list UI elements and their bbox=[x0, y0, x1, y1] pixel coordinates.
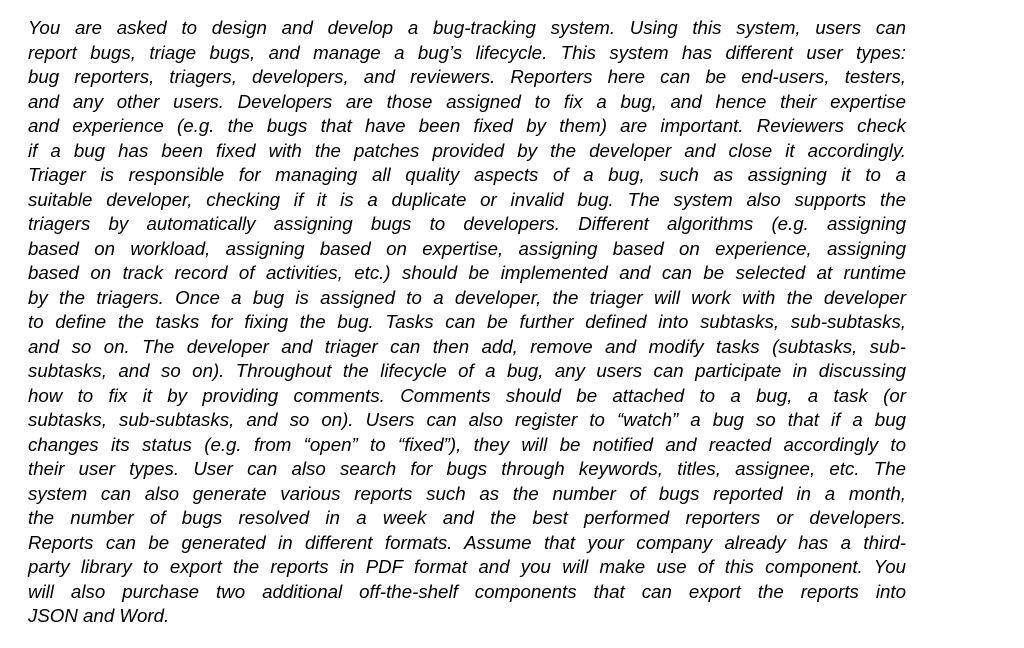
paragraph-line: if a bug has been fixed with the patches provided by the developer and close it accordingly. bbox=[28, 139, 906, 161]
paragraph-line: the number of bugs resolved in a week and the best performed reporters or developers. bbox=[28, 507, 906, 528]
paragraph-line: triagers by automatically assigning bugs to developers. Different algorithms (e.g. assigning bbox=[28, 213, 906, 234]
paragraph-line: system can also generate various reports such as the number of bugs reported in a month, bbox=[28, 482, 906, 504]
paragraph-line: JSON and Word. bbox=[28, 605, 170, 626]
paragraph-line: subtasks, sub-subtasks, and so on). Users can also register to “watch” a bug so that if a bug bbox=[28, 409, 906, 430]
paragraph-line: Triager is responsible for managing all quality aspects of a bug, such as assigning it to a bbox=[28, 164, 906, 185]
paragraph-line: how to fix it by providing comments. Comments should be attached to a bug, a task (or bbox=[28, 384, 906, 406]
paragraph-line: their user types. User can also search for bugs through keywords, titles, assignee, etc. The bbox=[28, 458, 906, 479]
paragraph-line: to define the tasks for fixing the bug. Tasks can be further defined into subtasks, sub-subtasks, bbox=[28, 311, 906, 332]
paragraph-line: and experience (e.g. the bugs that have been fixed by them) are important. Reviewers check bbox=[28, 115, 906, 136]
paragraph-line: based on workload, assigning based on expertise, assigning based on experience, assigning bbox=[28, 237, 906, 259]
paragraph-line: subtasks, and so on). Throughout the lifecycle of a bug, any users can participate in discussing bbox=[28, 360, 906, 381]
paragraph-line: by the triagers. Once a bug is assigned to a developer, the triager will work with the developer bbox=[28, 286, 906, 308]
paragraph-line: will also purchase two additional off-the-shelf components that can export the reports into bbox=[28, 580, 906, 602]
assignment-description-paragraph bbox=[28, 16, 906, 629]
paragraph-line: changes its status (e.g. from “open” to “fixed”), they will be notified and reacted accordingly to bbox=[28, 433, 906, 455]
paragraph-line: Reports can be generated in different formats. Assume that your company already has a third- bbox=[28, 531, 906, 553]
paragraph-line: suitable developer, checking if it is a duplicate or invalid bug. The system also supports the bbox=[28, 188, 906, 210]
paragraph-line: based on track record of activities, etc.) should be implemented and can be selected at runtime bbox=[28, 262, 906, 283]
paragraph-line: and any other users. Developers are those assigned to fix a bug, and hence their expertise bbox=[28, 90, 906, 112]
paragraph-line: party library to export the reports in PDF format and you will make use of this component. You bbox=[28, 556, 906, 577]
paragraph-line: and so on. The developer and triager can then add, remove and modify tasks (subtasks, sub- bbox=[28, 335, 906, 357]
paragraph-line: You are asked to design and develop a bug-tracking system. Using this system, users can bbox=[28, 17, 906, 38]
paragraph-line: bug reporters, triagers, developers, and reviewers. Reporters here can be end-users, testers, bbox=[28, 66, 906, 87]
paragraph-line: report bugs, triage bugs, and manage a bug’s lifecycle. This system has different user types: bbox=[28, 41, 906, 63]
